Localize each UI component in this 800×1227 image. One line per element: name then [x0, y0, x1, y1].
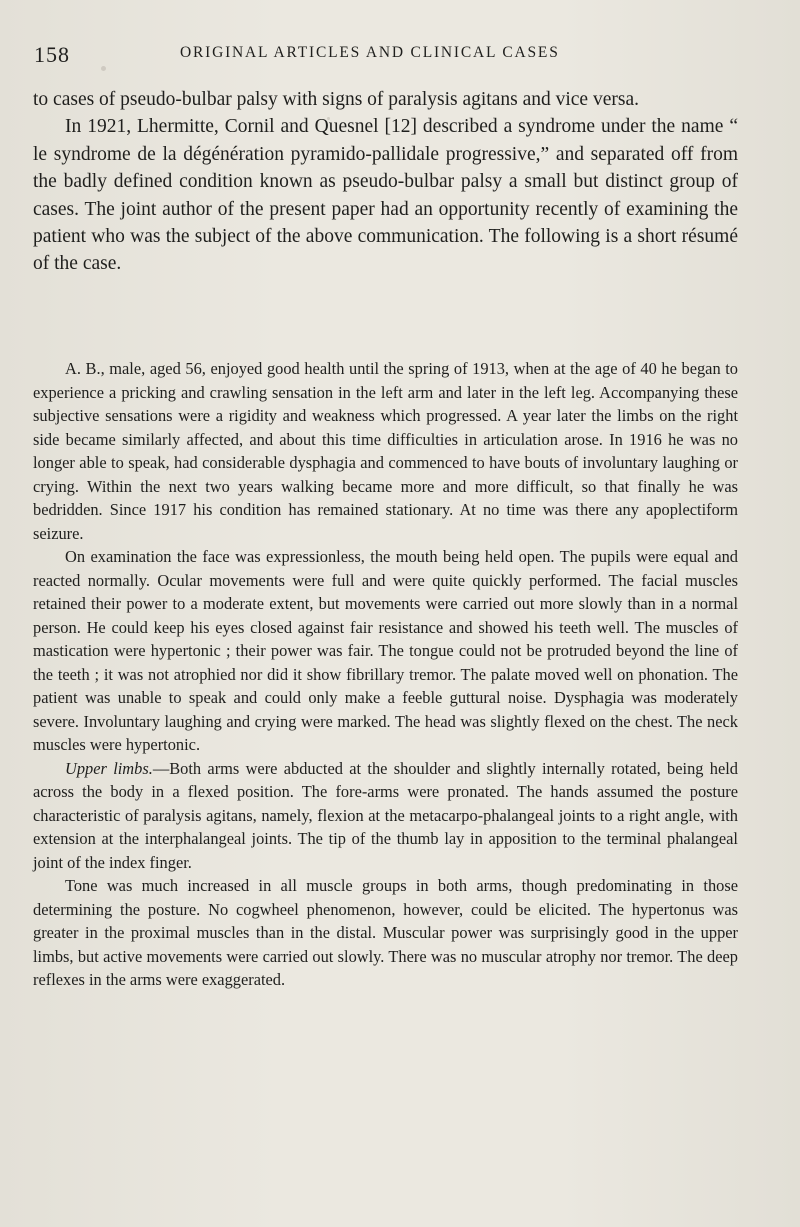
running-title: ORIGINAL ARTICLES AND CLINICAL CASES	[180, 44, 560, 61]
examination-paragraph: On examination the face was expressionless, the mouth being held open. The pupils were equal and reacted normally. Ocular movements were full and were quite quickly performed. The facial muscles retained their power to a moderate extent, but movements were carried out more slowly than in a normal person. He could keep his eyes closed against fair resistance and showed his teeth well. The muscles of mastication were hypertonic ; their power was fair. The tongue could not be protruded beyond the line of the teeth ; it was not atrophied nor did it show fibrillary tremor. The palate moved well on phonation. The patient was unable to speak and could only make a feeble guttural noise. Dysphagia was moderately severe. Involuntary laughing and crying were marked. The head was slightly flexed on the chest. The neck muscles were hypertonic.	[33, 547, 738, 754]
upper-limbs-text: —Both arms were abducted at the shoulder and slightly internally rotated, being held across the body in a flexed position. The fore-arms were pronated. The hands assumed the posture characteristic of paralysis agitans, namely, flexion at the metacarpo-phalangeal joints to a right angle, with extension at the interphalangeal joints. The tip of the thumb lay in apposition to the terminal phalangeal joint of the index finger.	[33, 758, 738, 872]
upper-limbs-heading: Upper limbs.	[65, 758, 153, 778]
tone-paragraph: Tone was much increased in all muscle groups in both arms, though predominating in those determining the posture. No cogwheel phenomenon, however, could be elicited. The hypertonus was greater in the proximal muscles than in the distal. Muscular power was surprisingly good in the upper limbs, but active movements were carried out slowly. There was no muscular atrophy nor tremor. The deep reflexes in the arms were exaggerated.	[33, 876, 738, 989]
page-number: 158	[34, 42, 70, 67]
case-report	[33, 357, 738, 992]
lhermitte-paragraph: In 1921, Lhermitte, Cornil and Quesnel [12] described a syndrome under the name “ le syndrome de la dégénération pyramido-pallidale progressive,” and separated off from the badly defined condition known as pseudo-bulbar palsy a small but distinct group of cases. The joint author of the present paper had an opportunity recently of examining the patient who was the subject of the above communication. The following is a short résumé of the case.	[33, 116, 738, 275]
running-head	[34, 38, 776, 68]
upper-limbs-paragraph	[33, 757, 738, 875]
continuation-paragraph: to cases of pseudo-bulbar palsy with signs of paralysis agitans and vice versa.	[33, 89, 639, 110]
intro-section	[33, 86, 738, 278]
case-history-paragraph: A. B., male, aged 56, enjoyed good health until the spring of 1913, when at the age of 40 he began to experience a pricking and crawling sensation in the left arm and later in the left leg. Accompanying these subjective sensations were a rigidity and weakness which progressed. A year later the limbs on the right side became similarly affected, and about this time difficulties in articulation arose. In 1916 he was no longer able to speak, had considerable dysphagia and commenced to have bouts of involuntary laughing or crying. Within the next two years walking became more and more difficult, so that finally he was bedridden. Since 1917 his condition has remained stationary. At no time was there any apoplectiform seizure.	[33, 359, 738, 543]
